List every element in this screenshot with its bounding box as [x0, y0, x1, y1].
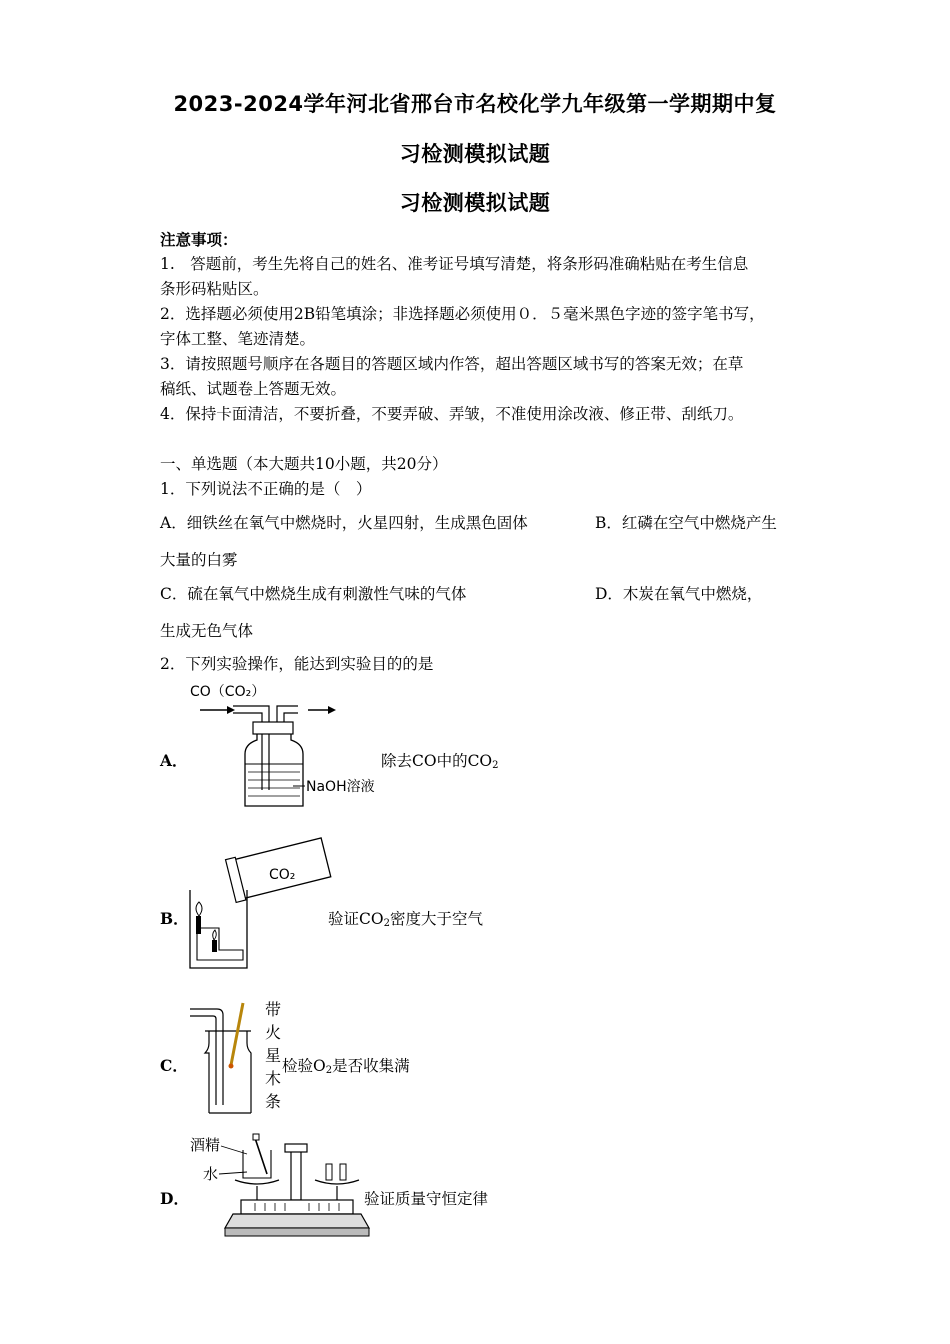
notice-item-2: 2．选择题必须使用2B铅笔填涂；非选择题必须使用０．５毫米黑色字迹的签字笔书写， — [160, 305, 765, 323]
q2-option-c-desc: 检验$O_2$是否收集满 — [282, 1057, 410, 1076]
q1-option-c: C．硫在氧气中燃烧生成有刺激性气味的气体 — [160, 585, 467, 603]
fig-c-vertical-char-5: 条 — [264, 1092, 282, 1111]
notice-item-3-cont: 稿纸、试题卷上答题无效。 — [160, 380, 347, 398]
q1-option-d: D．木炭在氧气中燃烧， — [595, 585, 763, 603]
balance-scale-figure — [185, 1128, 370, 1243]
q2-option-a-desc: 除去CO中的$CO_2$ — [381, 752, 499, 771]
co2-pour-beaker-figure — [185, 838, 345, 978]
q2-option-b-label: B． — [160, 909, 189, 928]
fig-a-gas-label: CO（CO₂） — [190, 684, 266, 700]
q2-option-b-desc: 验证$CO_2$密度大于空气 — [328, 910, 483, 929]
q2-option-d-desc: 验证质量守恒定律 — [364, 1190, 489, 1208]
paper-title-line3: 习检测模拟试题 — [399, 191, 551, 215]
q2-option-d-label: D． — [160, 1189, 189, 1208]
notice-item-1: 1. 答题前，考生先将自己的姓名、准考证号填写清楚，将条形码准确粘贴在考生信息 — [160, 255, 749, 273]
paper-title-line1: 2023-2024学年河北省邢台市名校化学九年级第一学期期中复 — [173, 92, 777, 116]
fig-c-vertical-char-3: 星 — [264, 1046, 282, 1065]
section-heading: 一、单选题（本大题共10小题，共20分） — [160, 455, 448, 473]
gas-washing-bottle-figure — [185, 678, 405, 818]
q2-option-a-label: A． — [160, 751, 188, 770]
notice-item-1-cont: 条形码粘贴区。 — [160, 280, 269, 298]
fig-c-vertical-char-4: 木 — [264, 1069, 282, 1088]
notice-heading: 注意事项： — [160, 230, 238, 249]
q1-option-b-cont: 大量的白雾 — [160, 551, 238, 569]
fig-d-water-label: 水 — [203, 1165, 219, 1183]
q2-option-c-label: C． — [160, 1056, 188, 1075]
notice-item-4: 4．保持卡面清洁，不要折叠，不要弄破、弄皱，不准使用涂改液、修正带、刮纸刀。 — [160, 405, 744, 423]
fig-a-liquid-label: NaOH溶液 — [306, 779, 375, 795]
fig-d-alcohol-label: 酒精 — [190, 1136, 221, 1154]
notice-item-3: 3．请按照题号顺序在各题目的答题区域内作答，超出答题区域书写的答案无效；在草 — [160, 355, 744, 373]
fig-c-vertical-char-2: 火 — [264, 1023, 282, 1042]
fig-b-gas-label: CO₂ — [269, 867, 296, 883]
oxygen-collection-bottle-figure — [185, 995, 295, 1120]
q1-option-a: A．细铁丝在氧气中燃烧时，火星四射，生成黑色固体 — [160, 514, 528, 532]
q1-option-d-cont: 生成无色气体 — [160, 622, 254, 640]
q2-stem: 2．下列实验操作，能达到实验目的的是 — [160, 655, 434, 673]
fig-c-vertical-char-1: 带 — [264, 1000, 282, 1019]
q1-option-b: B．红磷在空气中燃烧产生 — [595, 514, 777, 532]
q1-stem: 1．下列说法不正确的是（ ） — [160, 480, 372, 498]
paper-title-line2: 习检测模拟试题 — [399, 142, 551, 166]
notice-item-2-cont: 字体工整、笔迹清楚。 — [160, 330, 316, 348]
